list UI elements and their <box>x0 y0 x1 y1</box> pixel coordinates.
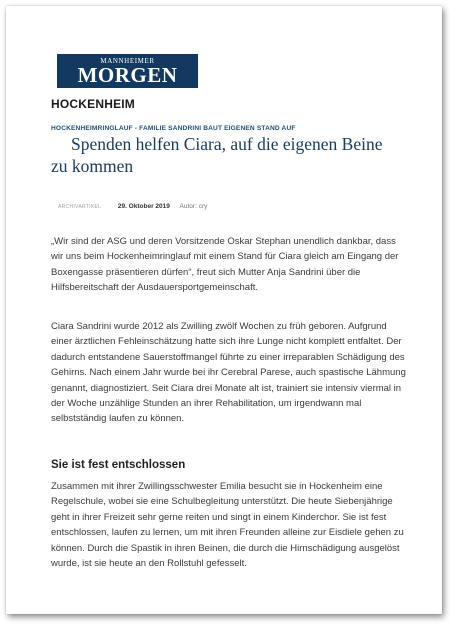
article-meta <box>51 203 207 210</box>
article-paragraph-1: „Wir sind der ASG und deren Vorsitzende Oskar Stephan unendlich dankbar, dass wir uns beim Hockenheimringlauf mit einem Stand für Ciara gleich am Eingang der Boxengasse präsentieren dürfen“, freut sich Mutter Anja Sandrini über die Hilfsbereitschaft der Ausdauersportgemeinschaft. <box>51 236 399 294</box>
logo-main-text: MORGEN <box>77 63 178 87</box>
article-paragraph-3: Zusammen mit ihrer Zwillingsschwester Emilia besucht sie in Hockenheim eine Regelschule, wobei sie eine Schulbegleitung unterstützt. Die heute Siebenjährige geht in ihrer Freizeit sehr gerne reiten und singt in einem Kinderchor. Sie ist fest entschlossen, laufen zu lernen, um mit ihren Freunden alleine zur Eisdiele gehen zu können. Durch die Spastik in ihren Beinen, die durch die Hirnschädigung ausgelöst wurde, ist sie heute an den Rollstuhl gefesselt. <box>51 481 404 570</box>
article-paragraph-2: Ciara Sandrini wurde 2012 als Zwilling zwölf Wochen zu früh geboren. Aufgrund einer ärztlichen Fehleinschätzung hatte sich ihre Lunge nicht komplett entfaltet. Der dadurch entstandene Sauerstoffmangel führte zu einer irreparablen Schädigung des Gehirns. Nach einem Jahr wurde bei ihr Cerebral Parese, auch spastische Lähmung genannt, diagnostiziert. Seit Ciara drei Monate alt ist, trainiert sie intensiv viermal in der Woche unzählige Stunden an ihrer Rehabilitation, um irgendwann mal selbstständig laufen zu können. <box>51 321 406 425</box>
article-date: 29. Oktober 2019 <box>117 203 170 210</box>
article-headline: Spenden helfen Ciara, auf die eigenen Beine zu kommen <box>51 134 383 176</box>
archive-label: ARCHIVARTIKEL <box>58 204 102 210</box>
article-author: Autor: cry <box>179 203 208 210</box>
section-title[interactable]: HOCKENHEIM <box>51 97 136 111</box>
logo-top-line: MANNHEIMER <box>100 57 155 65</box>
article-kicker: HOCKENHEIMRINGLAUF - FAMILIE SANDRINI BAUT EIGENEN STAND AUF <box>51 125 296 132</box>
newspaper-logo[interactable] <box>57 54 198 88</box>
article-subheading: Sie ist fest entschlossen <box>51 459 186 471</box>
